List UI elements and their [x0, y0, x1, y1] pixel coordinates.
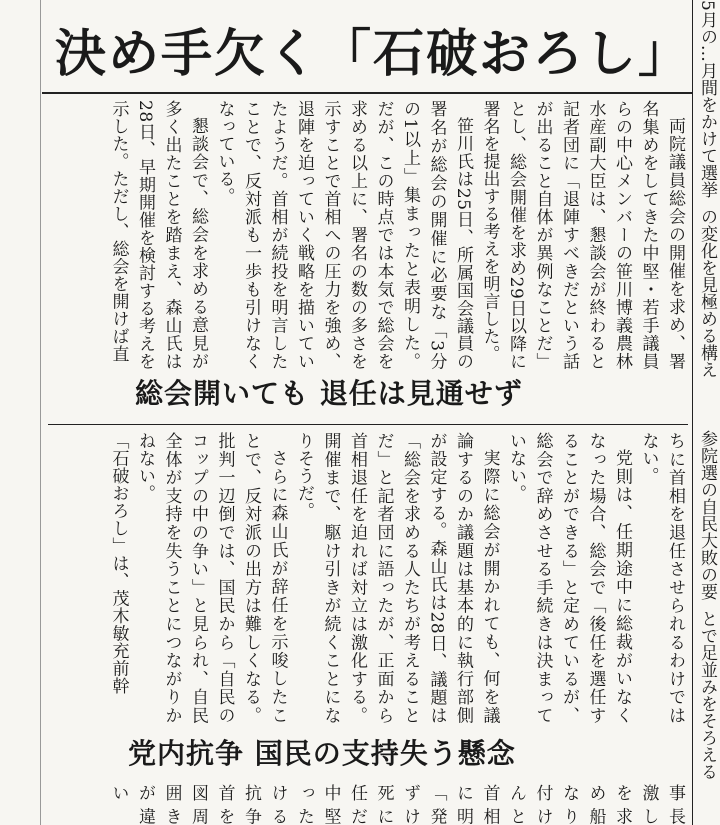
adjacent-article-top: 5月の…月間をかけて選挙	[697, 0, 717, 198]
headline: 決め手欠く「石破おろし」	[55, 24, 692, 84]
article-section-3	[48, 784, 688, 825]
rule-right-column	[692, 0, 693, 825]
section-2-paragraph: 実際に総会が開かれても、何を議論するのか議題は基本的に執行部側が設定する。森山氏は28日、議題は「総会を求める人たちが考えることだ」と記者団に語ったが、正面から首相退任を迫れば対立は激化する。開催まで、駆け引きが続くことになりそうだ。	[294, 432, 500, 724]
section-2-paragraph: 党則は、任期途中に総裁がいなくなった場合、総会で「後任を選任することができる」と定めているが、総会で辞めさせる手続きは決まっていない。	[506, 432, 632, 724]
article-section-1	[48, 100, 688, 370]
section-3-text: 事長激しを求め船なり付けんと首相に明「発ずけ死に任だ中堅ったける抗争首を図周囲きが違い	[108, 784, 685, 825]
rule-subhead-1	[48, 424, 688, 425]
subhead-2: 党内抗争 国民の支持失う懸念	[128, 737, 516, 770]
section-2-paragraph: ちに首相を退任させられるわけではない。	[638, 432, 685, 724]
section-2-paragraph: 「石破おろし」は、茂木敏充前幹	[108, 432, 129, 695]
section-1-paragraph: 両院議員総会の開催を求め、署名集めをしてきた中堅・若手議員らの中心メンバーの笹川博義農林水産副大臣は、懇談会が終わると記者団に「退陣すべきだという話が出ること自体が異例なことだ」とし、総会開催を求め29日以降に署名を提出する考えを明言した。	[479, 100, 685, 370]
article-section-2	[48, 432, 688, 724]
subhead-1: 総会開いても 退任は見通せず	[135, 377, 523, 410]
adjacent-article-middle: の変化を見極める構え	[697, 208, 717, 378]
adjacent-article-lower-1: 参院選の自民大敗の要	[697, 430, 717, 600]
section-1-paragraph: 懇談会で、総会を求める意見が多く出たことを踏まえ、森山氏は28日、早期開催を検討する考えを示した。ただし、総会を開けば直	[108, 100, 208, 370]
section-2-paragraph: さらに森山氏が辞任を示唆したことで、反対派の出方は難しくなる。批判一辺倒では、国民から「自民のコップの中の争い」と見られ、自民全体が支持を失うことにつながりかねない。	[135, 432, 288, 724]
adjacent-article-lower-2: とで足並みをそろえる	[697, 610, 717, 780]
rule-headline-bottom	[42, 92, 692, 94]
section-1-paragraph: 笹川氏は25日、所属国会議員の署名が総会の開催に必要な「3分の1以上」集まったと表明した。だが、この時点では本気で総会を求める以上に、署名の数の多さを示すことで首相への圧力を強め、退陣を迫っていく戦略を描いていたようだ。首相が続投を明言したことで、反対派も一歩も引けなくなっている。	[214, 100, 473, 370]
rule-left-edge	[40, 0, 41, 825]
